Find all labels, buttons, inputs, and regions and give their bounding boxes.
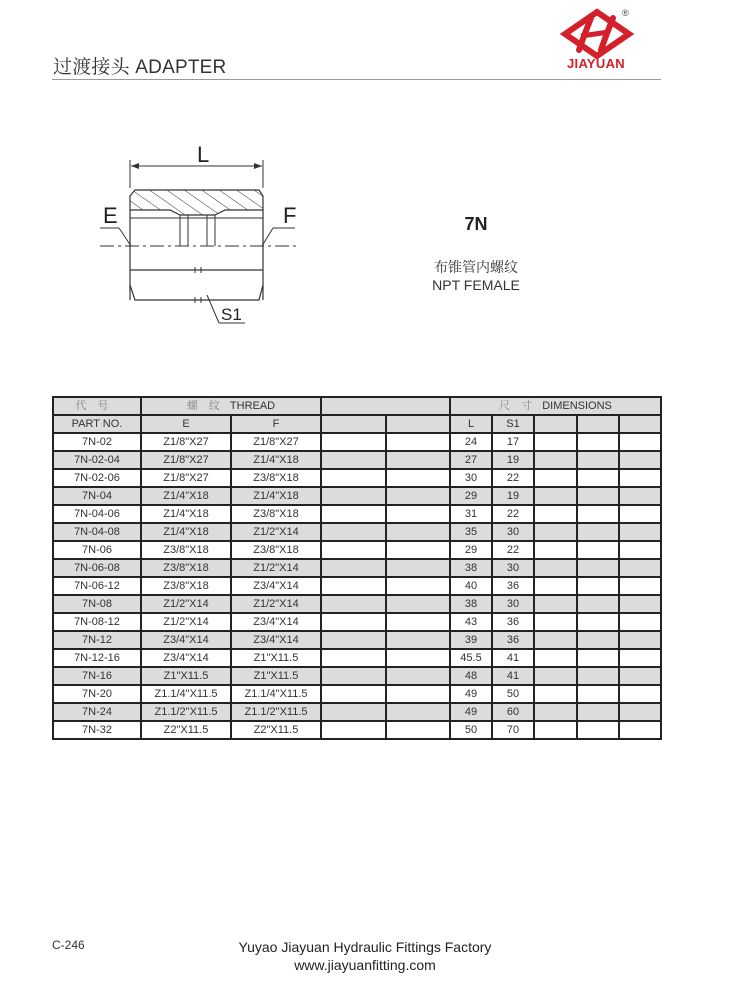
thread-f-cell: Z1/4"X18 xyxy=(231,487,321,505)
blank-cell xyxy=(321,433,386,451)
thread-f-cell: Z1"X11.5 xyxy=(231,649,321,667)
blank-cell xyxy=(619,559,661,577)
blank-cell xyxy=(386,541,450,559)
blank-cell xyxy=(386,433,450,451)
blank-cell xyxy=(619,469,661,487)
blank-cell xyxy=(321,649,386,667)
blank-cell xyxy=(321,667,386,685)
thread-f-cell: Z3/4"X14 xyxy=(231,577,321,595)
blank-cell xyxy=(386,613,450,631)
dim-l-cell: 29 xyxy=(450,541,492,559)
blank-cell xyxy=(386,505,450,523)
blank-cell xyxy=(619,577,661,595)
blank-cell xyxy=(321,721,386,739)
part-no-cell: 7N-24 xyxy=(53,703,141,721)
header-row-2 xyxy=(53,415,661,433)
company-website: www.jiayuanfitting.com xyxy=(294,957,436,973)
blank-cell xyxy=(619,721,661,739)
dim-s1-cell: 19 xyxy=(492,487,534,505)
table-row xyxy=(53,559,661,577)
blank-cell xyxy=(619,613,661,631)
blank-cell xyxy=(577,505,619,523)
blank-cell xyxy=(577,667,619,685)
blank-cell xyxy=(534,703,577,721)
blank-cell xyxy=(321,451,386,469)
part-no-cell: 7N-04-08 xyxy=(53,523,141,541)
header-dimensions: 尺 寸 DIMENSIONS xyxy=(450,397,661,415)
part-no-cell: 7N-02-04 xyxy=(53,451,141,469)
dim-s1-cell: 22 xyxy=(492,541,534,559)
fitting-drawing xyxy=(95,140,310,335)
thread-e-cell: Z1/4"X18 xyxy=(141,487,231,505)
blank-cell xyxy=(321,613,386,631)
blank-cell xyxy=(321,469,386,487)
company-name: Yuyao Jiayuan Hydraulic Fittings Factory xyxy=(238,939,492,955)
part-no-cell: 7N-02-06 xyxy=(53,469,141,487)
blank-cell xyxy=(321,595,386,613)
dim-l-cell: 50 xyxy=(450,721,492,739)
dim-s1-cell: 19 xyxy=(492,451,534,469)
header-e: E xyxy=(141,415,231,433)
dim-s1-cell: 22 xyxy=(492,469,534,487)
table-row xyxy=(53,469,661,487)
blank-cell xyxy=(321,505,386,523)
thread-e-cell: Z1/4"X18 xyxy=(141,505,231,523)
part-no-cell: 7N-04-06 xyxy=(53,505,141,523)
thread-e-cell: Z1/8"X27 xyxy=(141,433,231,451)
blank-cell xyxy=(534,685,577,703)
part-no-cell: 7N-12 xyxy=(53,631,141,649)
dim-l-cell: 35 xyxy=(450,523,492,541)
page-title: 过渡接头 ADAPTER xyxy=(53,57,227,78)
blank-cell xyxy=(577,649,619,667)
thread-f-cell: Z3/8"X18 xyxy=(231,541,321,559)
dim-s1-cell: 30 xyxy=(492,523,534,541)
table-row xyxy=(53,595,661,613)
dim-l-cell: 30 xyxy=(450,469,492,487)
dim-label-s1: S1 xyxy=(221,305,242,324)
blank-cell xyxy=(386,469,450,487)
table-row xyxy=(53,685,661,703)
blank-cell xyxy=(577,433,619,451)
dim-s1-cell: 41 xyxy=(492,667,534,685)
blank-cell xyxy=(321,631,386,649)
blank-cell xyxy=(577,451,619,469)
dim-l-cell: 38 xyxy=(450,559,492,577)
thread-e-cell: Z2"X11.5 xyxy=(141,721,231,739)
header-s1: S1 xyxy=(492,415,534,433)
dim-label-e: E xyxy=(103,203,118,228)
table-row xyxy=(53,541,661,559)
blank-cell xyxy=(619,595,661,613)
table-row xyxy=(53,613,661,631)
thread-f-cell: Z3/8"X18 xyxy=(231,469,321,487)
spec-table-body xyxy=(53,433,661,739)
dim-l-cell: 45.5 xyxy=(450,649,492,667)
thread-e-cell: Z1/4"X18 xyxy=(141,523,231,541)
blank-cell xyxy=(577,577,619,595)
table-row xyxy=(53,667,661,685)
blank-cell xyxy=(577,703,619,721)
dim-s1-cell: 17 xyxy=(492,433,534,451)
thread-e-cell: Z3/4"X14 xyxy=(141,631,231,649)
blank-cell xyxy=(386,667,450,685)
blank-cell xyxy=(577,613,619,631)
dim-l-cell: 31 xyxy=(450,505,492,523)
blank-cell xyxy=(619,451,661,469)
dim-s1-cell: 30 xyxy=(492,595,534,613)
table-row xyxy=(53,631,661,649)
blank-cell xyxy=(321,487,386,505)
blank-cell xyxy=(619,649,661,667)
blank-cell xyxy=(534,577,577,595)
blank-cell xyxy=(386,523,450,541)
blank-cell xyxy=(577,721,619,739)
part-no-cell: 7N-32 xyxy=(53,721,141,739)
spec-table xyxy=(52,396,662,740)
blank-cell xyxy=(534,541,577,559)
blank-cell xyxy=(577,631,619,649)
part-no-cell: 7N-06-08 xyxy=(53,559,141,577)
header-f: F xyxy=(231,415,321,433)
thread-e-cell: Z1/2"X14 xyxy=(141,595,231,613)
thread-f-cell: Z1/2"X14 xyxy=(231,523,321,541)
model-description-cn: 布锥管内螺纹 xyxy=(434,259,518,275)
blank-cell xyxy=(534,721,577,739)
header-blank xyxy=(321,397,450,415)
blank-cell xyxy=(321,577,386,595)
dim-l-cell: 29 xyxy=(450,487,492,505)
blank-cell xyxy=(534,433,577,451)
thread-f-cell: Z3/4"X14 xyxy=(231,613,321,631)
model-description-en: NPT FEMALE xyxy=(432,277,520,293)
thread-e-cell: Z1.1/4"X11.5 xyxy=(141,685,231,703)
blank-cell xyxy=(321,541,386,559)
header-row-1 xyxy=(53,397,661,415)
blank-cell xyxy=(321,703,386,721)
blank-cell xyxy=(534,595,577,613)
blank-cell xyxy=(619,487,661,505)
thread-f-cell: Z3/8"X18 xyxy=(231,505,321,523)
thread-e-cell: Z3/8"X18 xyxy=(141,577,231,595)
blank-cell xyxy=(386,559,450,577)
page-number: C-246 xyxy=(52,938,85,952)
header-part-no: PART NO. xyxy=(53,415,141,433)
dim-l-cell: 39 xyxy=(450,631,492,649)
blank-cell xyxy=(534,523,577,541)
blank-cell xyxy=(321,685,386,703)
header-thread: 螺 纹 THREAD xyxy=(141,397,321,415)
model-code: 7N xyxy=(464,214,488,234)
part-no-cell: 7N-12-16 xyxy=(53,649,141,667)
dim-l-cell: 48 xyxy=(450,667,492,685)
dim-label-f: F xyxy=(283,203,297,228)
brand-name: JIAYUAN xyxy=(567,56,625,71)
table-row xyxy=(53,451,661,469)
table-row xyxy=(53,703,661,721)
table-row xyxy=(53,523,661,541)
title-divider xyxy=(52,79,661,80)
thread-e-cell: Z1/2"X14 xyxy=(141,613,231,631)
dim-label-l: L xyxy=(197,142,210,167)
dim-l-cell: 40 xyxy=(450,577,492,595)
dim-l-cell: 49 xyxy=(450,703,492,721)
part-no-cell: 7N-08 xyxy=(53,595,141,613)
blank-cell xyxy=(619,541,661,559)
blank-cell xyxy=(534,469,577,487)
blank-cell xyxy=(619,667,661,685)
thread-f-cell: Z2"X11.5 xyxy=(231,721,321,739)
table-row xyxy=(53,721,661,739)
thread-f-cell: Z3/4"X14 xyxy=(231,631,321,649)
part-no-cell: 7N-08-12 xyxy=(53,613,141,631)
dim-l-cell: 43 xyxy=(450,613,492,631)
table-row xyxy=(53,577,661,595)
blank-cell xyxy=(321,559,386,577)
blank-cell xyxy=(619,433,661,451)
dim-s1-cell: 36 xyxy=(492,577,534,595)
part-no-cell: 7N-06 xyxy=(53,541,141,559)
registered-mark: ® xyxy=(622,8,629,18)
blank-cell xyxy=(577,487,619,505)
blank-cell xyxy=(386,577,450,595)
thread-f-cell: Z1.1/2"X11.5 xyxy=(231,703,321,721)
blank-cell xyxy=(386,451,450,469)
thread-f-cell: Z1.1/4"X11.5 xyxy=(231,685,321,703)
part-no-cell: 7N-20 xyxy=(53,685,141,703)
blank-cell xyxy=(534,559,577,577)
blank-cell xyxy=(386,595,450,613)
blank-cell xyxy=(386,649,450,667)
blank-cell xyxy=(577,559,619,577)
header-l: L xyxy=(450,415,492,433)
thread-e-cell: Z1/8"X27 xyxy=(141,469,231,487)
thread-e-cell: Z1.1/2"X11.5 xyxy=(141,703,231,721)
thread-f-cell: Z1/4"X18 xyxy=(231,451,321,469)
blank-cell xyxy=(321,523,386,541)
blank-cell xyxy=(619,505,661,523)
blank-cell xyxy=(386,685,450,703)
table-row xyxy=(53,433,661,451)
thread-e-cell: Z3/8"X18 xyxy=(141,559,231,577)
blank-cell xyxy=(619,631,661,649)
footer-company-block xyxy=(210,938,520,974)
blank-cell xyxy=(534,667,577,685)
thread-e-cell: Z1"X11.5 xyxy=(141,667,231,685)
blank-cell xyxy=(386,721,450,739)
table-row xyxy=(53,487,661,505)
blank-cell xyxy=(577,469,619,487)
dim-s1-cell: 36 xyxy=(492,613,534,631)
blank-cell xyxy=(619,523,661,541)
thread-f-cell: Z1/8"X27 xyxy=(231,433,321,451)
thread-e-cell: Z1/8"X27 xyxy=(141,451,231,469)
thread-f-cell: Z1/2"X14 xyxy=(231,595,321,613)
blank-cell xyxy=(619,685,661,703)
dim-l-cell: 24 xyxy=(450,433,492,451)
blank-cell xyxy=(534,505,577,523)
thread-e-cell: Z3/4"X14 xyxy=(141,649,231,667)
dim-s1-cell: 41 xyxy=(492,649,534,667)
blank-cell xyxy=(577,685,619,703)
table-row xyxy=(53,505,661,523)
dim-s1-cell: 36 xyxy=(492,631,534,649)
blank-cell xyxy=(534,649,577,667)
blank-cell xyxy=(386,487,450,505)
table-row xyxy=(53,649,661,667)
dim-s1-cell: 70 xyxy=(492,721,534,739)
blank-cell xyxy=(386,703,450,721)
dim-s1-cell: 50 xyxy=(492,685,534,703)
dim-l-cell: 49 xyxy=(450,685,492,703)
dim-l-cell: 27 xyxy=(450,451,492,469)
blank-cell xyxy=(534,631,577,649)
blank-cell xyxy=(577,595,619,613)
dim-l-cell: 38 xyxy=(450,595,492,613)
part-no-cell: 7N-02 xyxy=(53,433,141,451)
blank-cell xyxy=(534,613,577,631)
blank-cell xyxy=(386,631,450,649)
part-no-cell: 7N-16 xyxy=(53,667,141,685)
blank-cell xyxy=(619,703,661,721)
dim-s1-cell: 22 xyxy=(492,505,534,523)
part-no-cell: 7N-04 xyxy=(53,487,141,505)
blank-cell xyxy=(577,523,619,541)
thread-f-cell: Z1"X11.5 xyxy=(231,667,321,685)
dim-s1-cell: 30 xyxy=(492,559,534,577)
part-no-cell: 7N-06-12 xyxy=(53,577,141,595)
thread-f-cell: Z1/2"X14 xyxy=(231,559,321,577)
thread-e-cell: Z3/8"X18 xyxy=(141,541,231,559)
blank-cell xyxy=(577,541,619,559)
dim-s1-cell: 60 xyxy=(492,703,534,721)
blank-cell xyxy=(534,451,577,469)
header-part-cn: 代 号 xyxy=(53,397,141,415)
blank-cell xyxy=(534,487,577,505)
